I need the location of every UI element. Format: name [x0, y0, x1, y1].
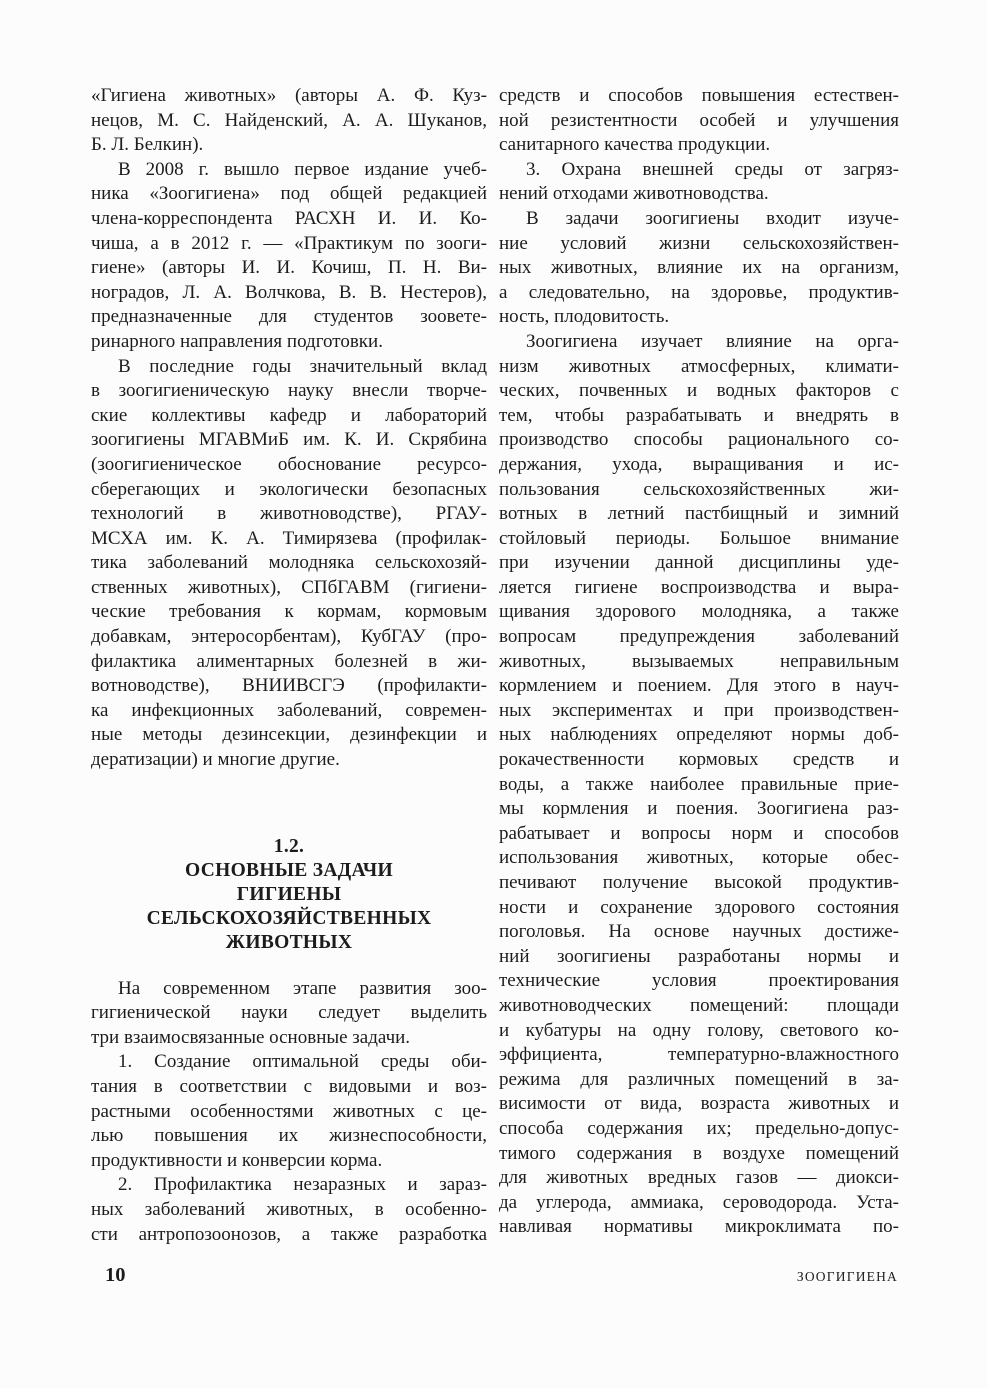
text-line: навливая нормативы микроклимата по-: [499, 1216, 899, 1238]
text-line: технологий в животноводстве), РГАУ-: [91, 503, 487, 525]
text-line: использования животных, которые обес-: [499, 847, 899, 869]
text-line: пользования сельскохозяйственных жи-: [499, 478, 899, 500]
paragraph: [91, 355, 487, 773]
heading-line: ОСНОВНЫЕ ЗАДАЧИ: [185, 859, 393, 881]
text-line: 3. Охрана внешней среды от загряз-: [526, 158, 899, 180]
text-line: в зоогигиеническую науку внесли творче-: [91, 380, 487, 402]
text-line: добавкам, энтеросорбентам), КубГАУ (про-: [91, 626, 487, 648]
heading-line: 1.2.: [273, 835, 305, 857]
text-line: зоогигиены МГАВМиБ им. К. И. Скрябина: [91, 429, 487, 451]
text-line: печивают получение высокой продуктив-: [499, 872, 899, 893]
text-line: щивания здорового молодняка, а также: [499, 601, 899, 623]
text-line: мы кормления и поения. Зоогигиена раз-: [499, 798, 899, 820]
text-line: гигиенической науки следует выделить: [91, 1002, 487, 1024]
right-column: [499, 84, 899, 1240]
text-line: и кубатуры на одну голову, светового ко-: [499, 1019, 899, 1041]
text-line: 2. Профилактика незаразных и зараз-: [118, 1174, 487, 1196]
text-line: производство способы рационального со-: [499, 429, 899, 451]
text-line: ринарного направления подготовки.: [91, 330, 383, 352]
text-line: воды, а также наиболее правильные прие-: [499, 773, 899, 795]
paragraph: [91, 84, 487, 158]
text-line: В последние годы значительный вклад: [118, 355, 487, 377]
text-line: сти антропозоонозов, а также разработка: [91, 1223, 487, 1245]
text-line: ной резистентности особей и улучшения: [499, 109, 899, 131]
text-line: животных, вызываемых неправильным: [499, 650, 899, 672]
text-line: рокачественности кормовых средств и: [499, 749, 899, 771]
text-line: «Гигиена животных» (авторы А. Ф. Куз-: [91, 85, 487, 106]
text-line: вопросам предупреждения заболеваний: [499, 626, 899, 648]
text-line: при изучении данной дисциплины уде-: [499, 552, 899, 574]
paragraph: [91, 977, 487, 1051]
text-line: для животных вредных газов — диокси-: [499, 1167, 899, 1189]
text-line: ственных животных), СПбГАВМ (гигиени-: [91, 576, 487, 598]
left-column-bottom-paragraphs: [91, 977, 487, 1248]
text-line: ческие требования к кормам, кормовым: [91, 601, 487, 623]
text-line: ные методы дезинсекции, дезинфекции и: [91, 724, 487, 746]
text-line: стойловый периоды. Большое внимание: [499, 527, 899, 549]
text-line: ных экспериментах и при производствен-: [499, 699, 899, 721]
left-column: [91, 84, 487, 1247]
text-line: ности и сохранение здорового состояния: [499, 896, 899, 918]
text-line: ноградов, Л. А. Волчкова, В. В. Нестеров),: [91, 281, 487, 303]
text-line: филактика алиментарных болезней в жи-: [91, 650, 487, 672]
text-line: вотных в летний пастбищный и зимний: [499, 503, 899, 525]
text-line: кормлением и поением. Для этого в науч-: [499, 675, 899, 697]
text-line: растными особенностями животных с це-: [91, 1100, 487, 1122]
text-line: гиене» (авторы И. И. Кочиш, П. Н. Ви-: [91, 257, 487, 279]
text-line: члена-корреспондента РАСХН И. И. Ко-: [91, 207, 487, 229]
text-line: тимого содержания в воздухе помещений: [499, 1142, 899, 1164]
text-line: ские коллективы кафедр и лабораторий: [91, 404, 487, 426]
text-line: ляется гигиене воспроизводства и выра-: [499, 576, 899, 598]
text-line: ность, плодовитость.: [499, 306, 670, 328]
text-line: нецов, М. С. Найденский, А. А. Шуканов,: [91, 109, 487, 131]
text-line: технические условия проектирования: [499, 970, 899, 992]
text-line: способа содержания их; предельно-допус-: [499, 1117, 899, 1139]
text-line: (зоогигиеническое обоснование ресурсо-: [91, 453, 487, 475]
paragraph: [499, 158, 899, 207]
text-line: да углерода, аммиака, сероводорода. Уста-: [499, 1191, 899, 1213]
text-line: В 2008 г. вышло первое издание учеб-: [118, 158, 487, 180]
text-line: 1. Создание оптимальной среды оби-: [118, 1051, 487, 1073]
text-line: ний зоогигиены разработаны нормы и: [499, 945, 899, 967]
running-title: ЗООГИГИЕНА: [796, 1269, 898, 1284]
text-line: Зоогигиена изучает влияние на орга-: [526, 330, 899, 352]
paragraph: [499, 84, 899, 158]
text-line: санитарного качества продукции.: [499, 134, 771, 156]
text-line: режима для различных помещений в за-: [499, 1068, 899, 1090]
page-number: 10: [105, 1264, 126, 1286]
text-line: ных животных, влияние их на организм,: [499, 257, 899, 279]
text-line: На современном этапе развития зоо-: [118, 977, 487, 999]
heading-line: ГИГИЕНЫ: [236, 883, 342, 905]
text-line: висимости от вида, возраста животных и: [499, 1093, 899, 1115]
text-line: тания в соответствии с видовыми и воз-: [91, 1076, 487, 1097]
text-line: ческих, почвенных и водных факторов с: [499, 380, 899, 402]
text-line: дератизации) и многие другие.: [91, 749, 340, 771]
paragraph: [499, 207, 899, 330]
text-line: ка инфекционных заболеваний, современ-: [91, 699, 487, 721]
page-footer: [91, 1264, 898, 1287]
text-line: лью повышения их жизнеспособности,: [91, 1125, 487, 1147]
text-line: сберегающих и экологически безопасных: [91, 478, 487, 500]
text-line: ных наблюдениях определяют нормы доб-: [499, 724, 899, 746]
heading-line: СЕЛЬСКОХОЗЯЙСТВЕННЫХ: [146, 907, 432, 929]
text-line: ника «Зоогигиена» под общей редакцией: [91, 183, 487, 205]
text-line: В задачи зоогигиены входит изуче-: [526, 207, 899, 229]
text-line: тика заболеваний молодняка сельскохозяй-: [91, 552, 487, 574]
text-line: ных заболеваний животных, в особенно-: [91, 1198, 487, 1220]
paragraph: [91, 1173, 487, 1247]
text-line: низм животных атмосферных, климати-: [499, 355, 899, 377]
paragraph: [91, 1050, 487, 1173]
text-line: ние условий жизни сельскохозяйствен-: [499, 232, 899, 254]
text-line: продуктивности и конверсии корма.: [91, 1149, 383, 1171]
text-line: вотноводстве), ВНИИВСГЭ (профилакти-: [91, 675, 487, 697]
paragraph: [499, 330, 899, 1240]
left-column-top-paragraphs: [91, 84, 487, 773]
text-line: рабатывает и вопросы норм и способов: [499, 822, 899, 844]
text-line: тем, чтобы разрабатывать и внедрять в: [499, 404, 899, 426]
text-line: нений отходами животноводства.: [499, 183, 769, 205]
text-line: МСХА им. К. А. Тимирязева (профилак-: [91, 527, 487, 549]
text-line: поголовья. На основе научных достиже-: [499, 921, 899, 943]
text-line: держания, ухода, выращивания и ис-: [499, 453, 899, 475]
section-heading: [91, 835, 487, 955]
paragraph: [91, 158, 487, 355]
text-line: эффициента, температурно-влажностного: [499, 1044, 899, 1066]
text-line: а следовательно, на здоровье, продуктив-: [499, 281, 899, 303]
text-line: средств и способов повышения естествен-: [499, 85, 899, 106]
text-line: три взаимосвязанные основные задачи.: [91, 1026, 411, 1048]
text-line: предназначенные для студентов зоовете-: [91, 306, 487, 328]
text-line: Б. Л. Белкин).: [91, 134, 204, 156]
text-line: животноводческих помещений: площади: [499, 994, 899, 1016]
heading-line: ЖИВОТНЫХ: [225, 931, 353, 953]
text-line: чиша, а в 2012 г. — «Практикум по зооги-: [91, 232, 487, 254]
